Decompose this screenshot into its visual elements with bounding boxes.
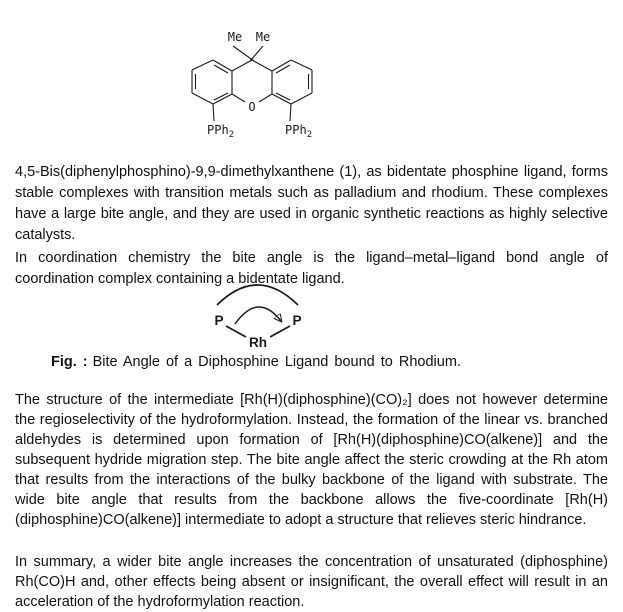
phosphine-label-right bbox=[285, 123, 312, 140]
ligand-backbone-arc bbox=[217, 285, 298, 305]
phosphorus-label-left: P bbox=[214, 313, 224, 328]
rhodium-label: Rh bbox=[249, 335, 267, 350]
bite-angle-arrow-arc bbox=[235, 307, 281, 324]
phosphine-left-main: PPh bbox=[207, 123, 229, 137]
phosphine-right-subscript: 2 bbox=[306, 130, 313, 140]
methyl-bonds bbox=[233, 46, 263, 61]
methyl-label-right: Me bbox=[255, 30, 271, 44]
xantphos-structure-drawing bbox=[183, 27, 325, 145]
phosphorus-label-right: P bbox=[292, 313, 302, 328]
left-benzo-ring-bonds bbox=[192, 60, 232, 104]
methyl-label-left: Me bbox=[227, 30, 243, 44]
phosphine-left-subscript: 2 bbox=[228, 130, 235, 140]
paragraph-bite-angle-definition: In coordination chemistry the bite angle is the ligand–metal–ligand bond angle of coordination complex containing a bidentate ligand. bbox=[15, 249, 608, 287]
phosphine-label-left bbox=[207, 123, 234, 140]
central-ring-bonds bbox=[232, 60, 272, 102]
bite-angle-figure bbox=[198, 278, 320, 352]
paragraph-intro-xantphos: 4,5-Bis(diphenylphosphino)-9,9-dimethylxanthene (1), as bidentate phosphine ligand, forms stable complexes with transition metals such as palladium and rhodium. These complexes have a large bite angle, and they are used in organic synthetic reactions as highly selective catalysts. bbox=[15, 163, 608, 243]
oxygen-label: O bbox=[248, 100, 256, 114]
paragraph-intermediate-structure: The structure of the intermediate [Rh(H)(diphosphine)(CO)₂] does not however determine the regioselectivity of the hydroformylation. Instead, the formation of the linear vs. branched aldehydes is determined upon formation of [Rh(H)(diphosphine)CO(alkene)] and the subsequent hydride migration step. The bite angle affect the steric crowding at the Rh atom that results from the interactions of the bulky backbone of the ligand with substrate. The wide bite angle that results from the backbone allows the five-coordinate [Rh(H)(diphosphine)CO(alkene)] intermediate to adopt a structure that relieves steric hindrance. bbox=[15, 391, 608, 528]
right-benzo-ring-bonds bbox=[272, 60, 312, 104]
bite-angle-drawing bbox=[198, 278, 320, 352]
paragraph-summary: In summary, a wider bite angle increases the concentration of unsaturated (diphosphine) Rh(CO)H and, other effects being absent or insignificant, the overall effect will result in an acceleration of the hydroformylation reaction. bbox=[15, 553, 608, 610]
phosphine-right-main: PPh bbox=[285, 123, 307, 137]
xantphos-structure bbox=[183, 27, 325, 145]
figure-caption-text: Bite Angle of a Diphosphine Ligand bound to Rhodium. bbox=[92, 354, 461, 370]
figure-caption-label: Fig. : bbox=[51, 354, 88, 370]
figure-caption bbox=[15, 352, 608, 372]
